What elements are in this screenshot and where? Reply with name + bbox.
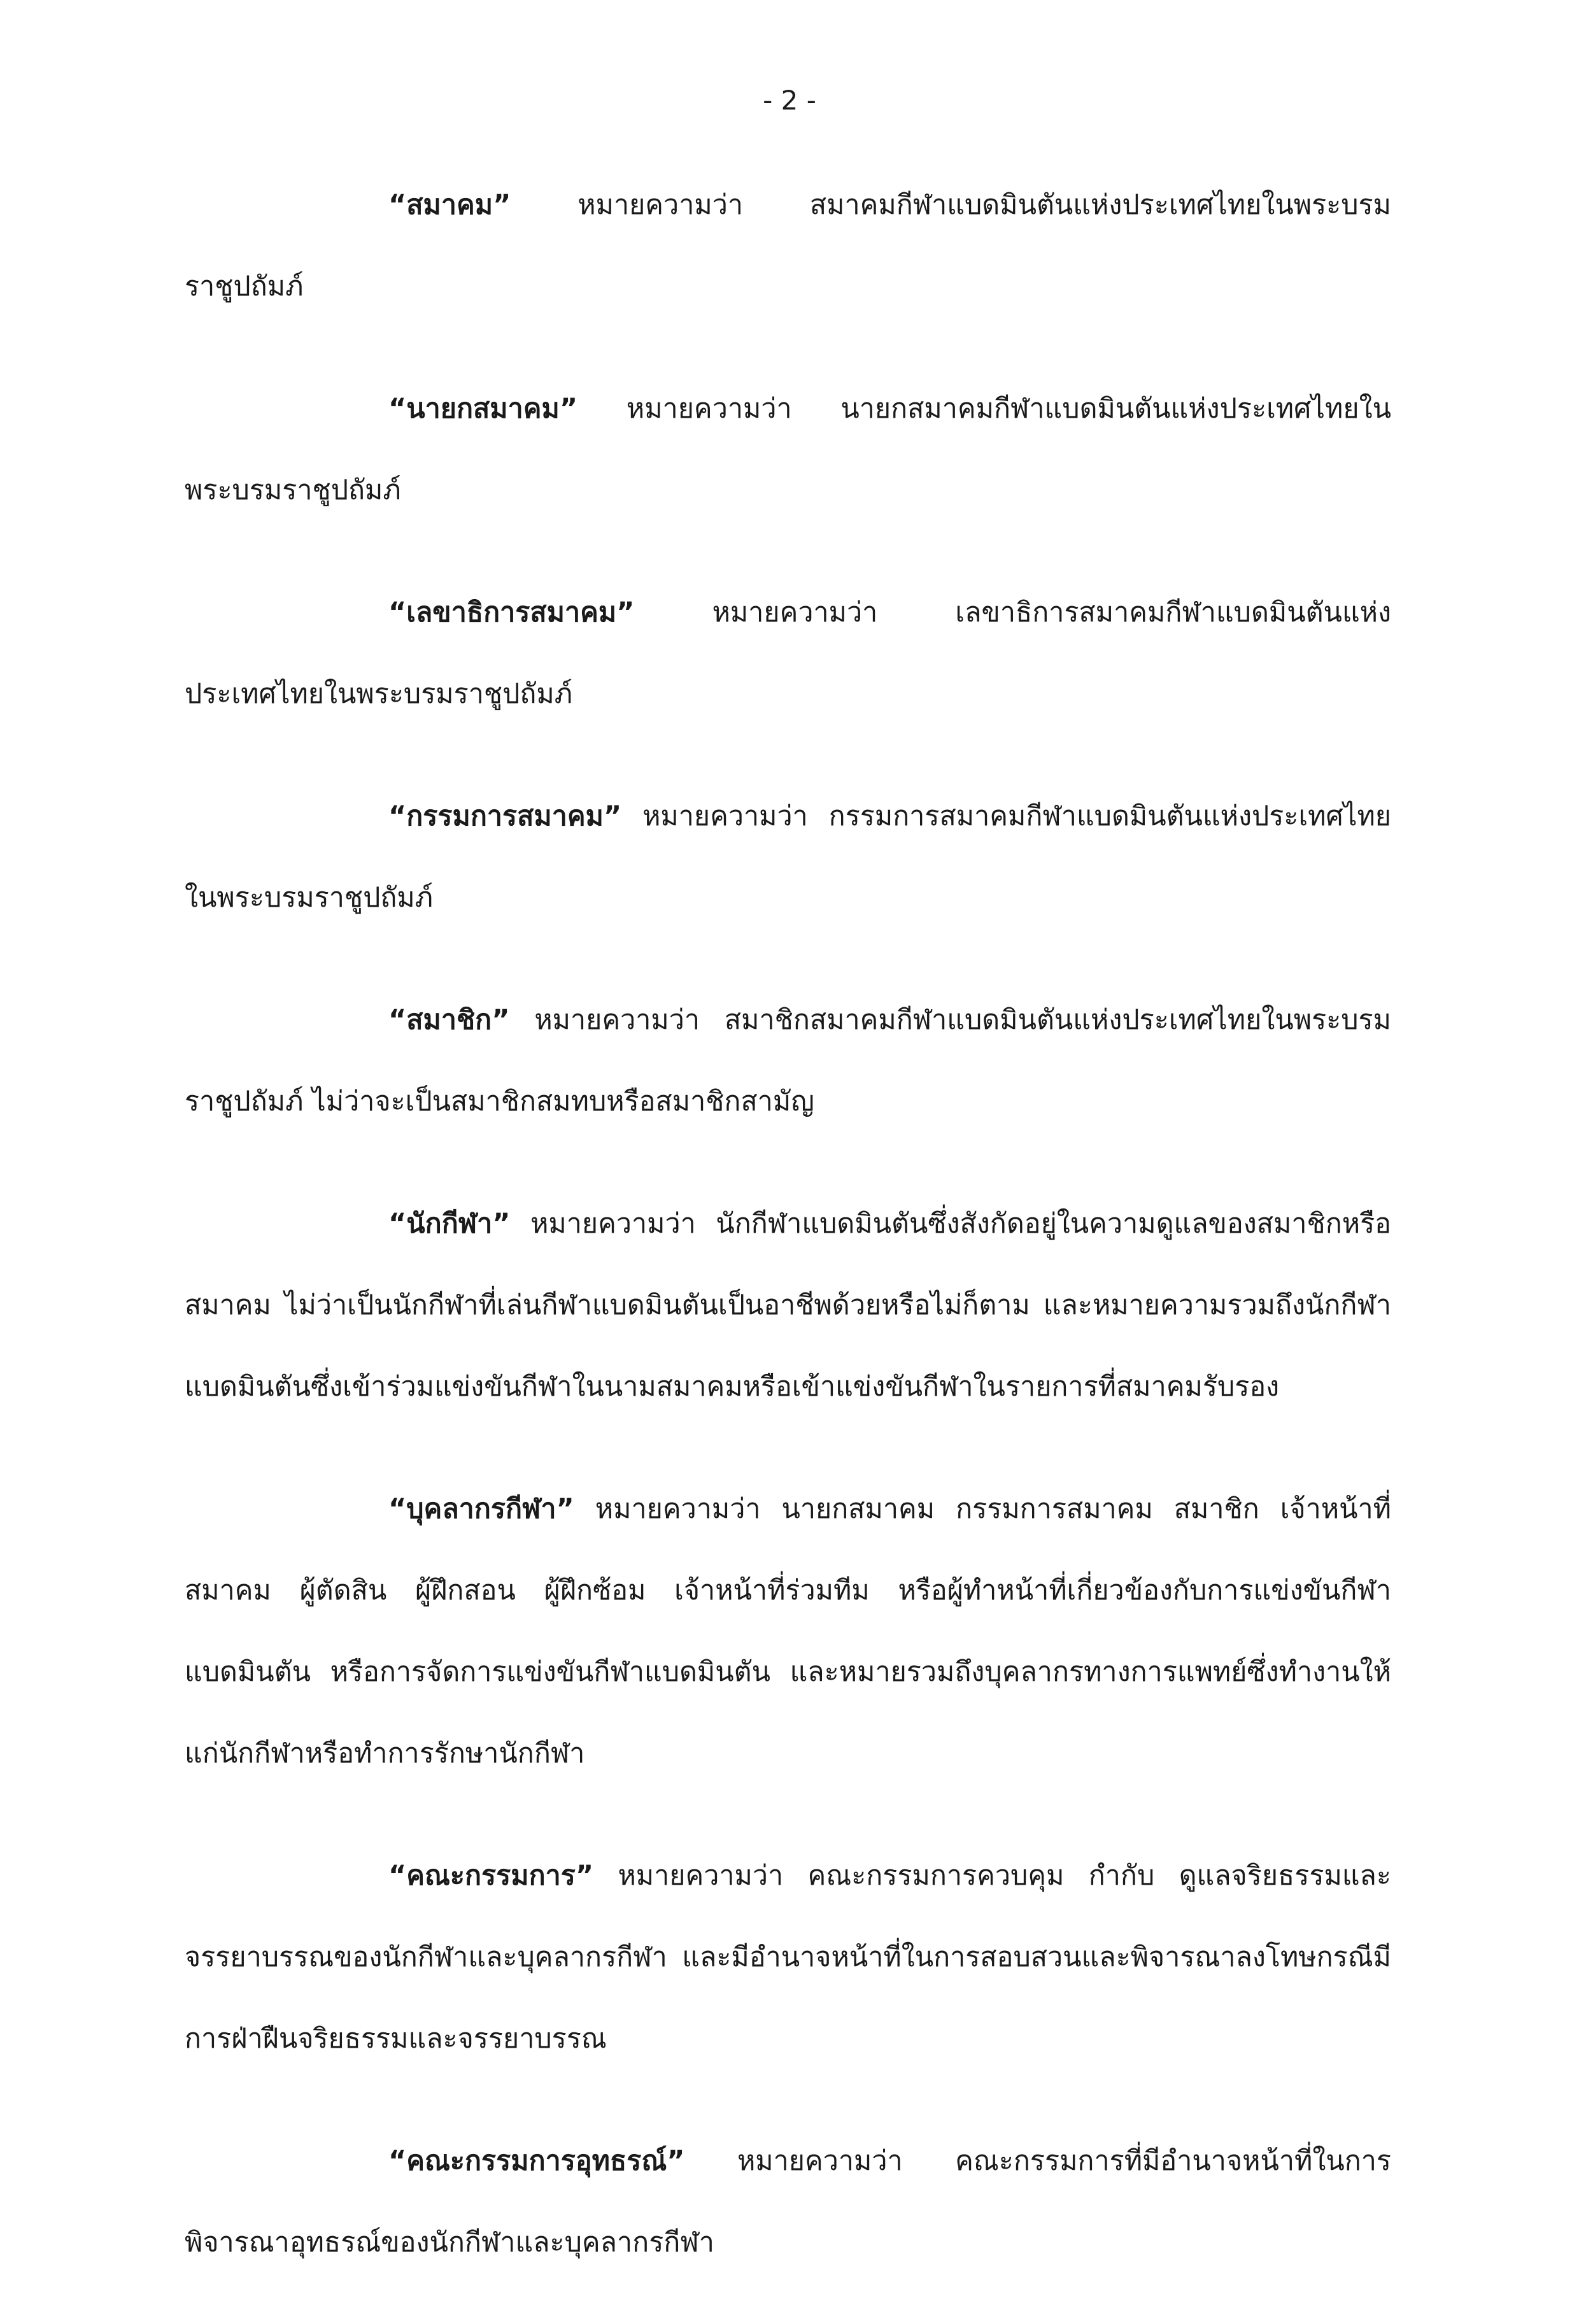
definition-sports-personnel <box>185 1468 1391 1794</box>
definition-association-president <box>185 368 1391 531</box>
definition-term: “กรรมการสมาคม” <box>388 800 622 832</box>
definition-term: “สมาชิก” <box>388 1004 510 1036</box>
definition-text: หมายความว่า คณะกรรมการที่มีอำนาจหน้าที่ในการพิจารณาอุทธรณ์ของนักกีฬาและบุคลากรกีฬา <box>185 2145 1391 2258</box>
definition-text: หมายความว่า สมาคมกีฬาแบดมินตันแห่งประเทศไทยในพระบรมราชูปถัมภ์ <box>185 189 1391 302</box>
page-number: - 2 - <box>763 85 816 116</box>
definition-association <box>185 164 1391 327</box>
definition-appeals-committee <box>185 2120 1391 2283</box>
definition-term: “เลขาธิการสมาคม” <box>388 597 635 628</box>
definition-committee <box>185 1835 1391 2080</box>
definition-text: หมายความว่า นักกีฬาแบดมินตันซึ่งสังกัดอยู่ในความดูแลของสมาชิกหรือสมาคม ไม่ว่าเป็นนักกีฬาที่เล่นกีฬาแบดมินตันเป็นอาชีพด้วยหรือไม่ก็ตาม และหมายความรวมถึงนักกีฬาแบดมินตันซึ่งเข้าร่วมแข่งขันกีฬาในนามสมาคมหรือเข้าแข่งขันกีฬาในรายการที่สมาคมรับรอง <box>185 1208 1391 1403</box>
definition-term: “สมาคม” <box>388 189 511 221</box>
definition-term: “บุคลากรกีฬา” <box>388 1493 574 1525</box>
definition-text: หมายความว่า กรรมการสมาคมกีฬาแบดมินตันแห่งประเทศไทยในพระบรมราชูปถัมภ์ <box>185 800 1391 914</box>
definition-text: หมายความว่า นายกสมาคมกีฬาแบดมินตันแห่งประเทศไทยในพระบรมราชูปถัมภ์ <box>185 393 1391 506</box>
definition-athlete <box>185 1183 1391 1428</box>
definition-term: “คณะกรรมการ” <box>388 1860 594 1892</box>
definition-association-committee-member <box>185 776 1391 939</box>
definition-text: หมายความว่า คณะกรรมการควบคุม กำกับ ดูแลจริยธรรมและจรรยาบรรณของนักกีฬาและบุคลากรกีฬา และมีอำนาจหน้าที่ในการสอบสวนและพิจารณาลงโทษกรณีมีการฝ่าฝืนจริยธรรมและจรรยาบรรณ <box>185 1860 1391 2055</box>
definitions-list <box>185 164 1391 2324</box>
definition-text: หมายความว่า เลขาธิการสมาคมกีฬาแบดมินตันแห่งประเทศไทยในพระบรมราชูปถัมภ์ <box>185 597 1391 710</box>
definition-term: “นักกีฬา” <box>388 1208 511 1240</box>
definition-term: “คณะกรรมการอุทธรณ์” <box>388 2145 685 2177</box>
definition-secretary-general <box>185 572 1391 735</box>
definition-text: หมายความว่า นายกสมาคม กรรมการสมาคม สมาชิก เจ้าหน้าที่สมาคม ผู้ตัดสิน ผู้ฝึกสอน ผู้ฝึกซ้อม เจ้าหน้าที่ร่วมทีม หรือผู้ทำหน้าที่เกี่ยวข้องกับการแข่งขันกีฬาแบดมินตัน หรือการจัดการแข่งขันกีฬาแบดมินตัน และหมายรวมถึงบุคลากรทางการแพทย์ซึ่งทำงานให้แก่นักกีฬาหรือทำการรักษานักกีฬา <box>185 1493 1391 1769</box>
definition-member <box>185 979 1391 1142</box>
definition-text: หมายความว่า สมาชิกสมาคมกีฬาแบดมินตันแห่งประเทศไทยในพระบรมราชูปถัมภ์ ไม่ว่าจะเป็นสมาชิกสมทบหรือสมาชิกสามัญ <box>185 1004 1391 1117</box>
definition-term: “นายกสมาคม” <box>388 393 578 425</box>
